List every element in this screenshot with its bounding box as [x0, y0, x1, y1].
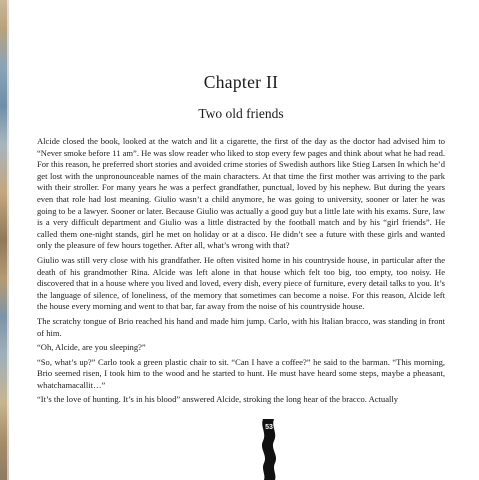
page-number: 53: [265, 424, 273, 431]
paragraph: “It’s the love of hunting. It’s in his blood” answered Alcide, stroking the long hear of the bracco. Actually: [37, 394, 399, 405]
adjacent-page-edge: [0, 0, 9, 480]
paragraph: Giulio was still very close with his grandfather. He often visited home in his countryside house, in particular after the death of his grandmother Rina. Alcide was left alone in that house which felt too big, too empty, too noisy. He discovered that in a house where you lived and loved, every dish, every piece of furniture, every detail talks to you. It’s the language of silence, of loneliness, of the memory that sometimes can become a noise. For this reason, Alcide left the house every morning and went to that bar, far away from the noise of his countryside house.: [37, 254, 445, 312]
chapter-title: Chapter II: [203, 72, 279, 92]
paragraph: “Oh, Alcide, are you sleeping?”: [37, 342, 146, 353]
chapter-body: [37, 136, 445, 409]
paragraph: The scratchy tongue of Brio reached his hand and made him jump. Carlo, with his Italian bracco, was standing in front of him.: [37, 315, 445, 338]
paragraph: “So, what’s up?” Carlo took a green plastic chair to sit. “Can I have a coffee?” he said to the barman. “This morning, Brio seemed risen, I took him to the wood and he started to hunt. He must have heard some steps, maybe a pheasant, whatchamacallit…”: [37, 356, 445, 390]
chapter-subtitle: Two old friends: [198, 106, 284, 121]
paragraph: Alcide closed the book, looked at the watch and lit a cigarette, the first of the day as the doctor had advised him to “Never smoke before 11 am”. He was slow reader who liked to stop every few pages and think about what he had read. For this reason, he preferred short stories and avoided crime stories of Swedish authors like Stieg Larsen In which he’d get lost with the unpronounceable names of the main characters. At that time the first mother was arriving to the park with their stroller. For many years he was a perfect grandfather, punctual, loved by his nephew. But during the years even that role had lost meaning. Giulio wasn’t a child anymore, he was going to university, sooner or later he was going to be a lawyer. Sooner or later. Because Giulio was actually a good guy but a little late with his exams. Sure, law is a very difficult department and Giulio was a little distracted by the football match and by his “girl friends”. He called them one-night stands, girl he met on holiday or at a disco. He didn’t see a future with these girls and wanted only the pleasure of few hours together. After all, what’s wrong with that?: [37, 136, 445, 251]
book-page: [37, 0, 445, 480]
